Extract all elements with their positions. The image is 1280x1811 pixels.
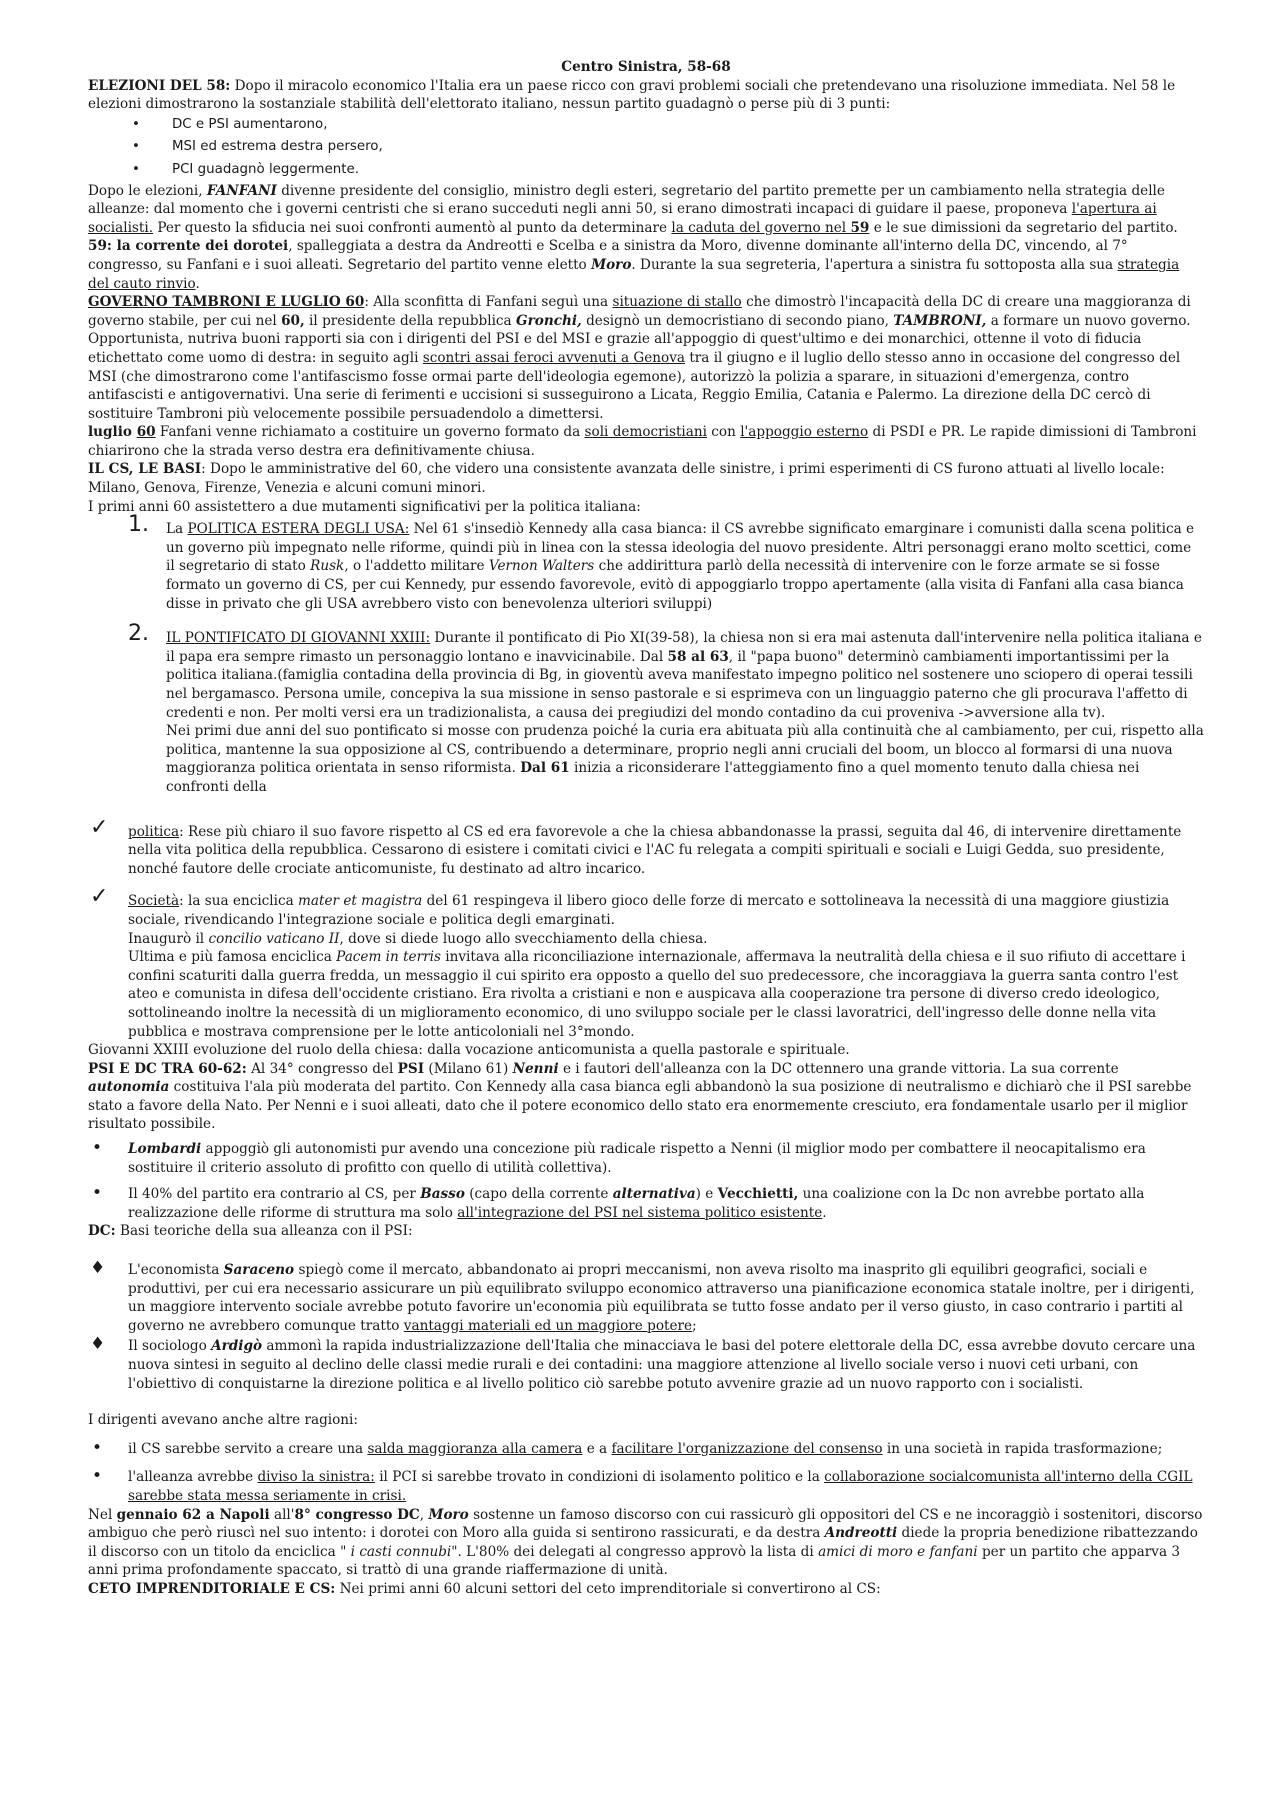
results-list (88, 114, 1204, 182)
diamond-bullet-icon: ♦ (90, 1258, 106, 1279)
number-marker: 1. (128, 512, 149, 538)
checkmark-icon: ✓ (90, 884, 109, 910)
document-page (88, 58, 1204, 1599)
bullet-icon: • (92, 1138, 103, 1159)
paragraph-dorotei: 59: la corrente dei dorotei, spalleggiata a destra da Andreotti e Scelba e a sinistra da Moro, divenne dominante all'interno della DC, vincendo, al 7° congresso, su Fanfani e i suoi alleati. Segretario del partito venne eletto Moro. Durante la sua segreteria, l'apertura a sinistra fu sottoposta alla sua strategia del cauto rinvio. (88, 238, 1180, 292)
paragraph-tambroni: GOVERNO TAMBRONI E LUGLIO 60: Alla sconfitta di Fanfani seguì una situazione di stallo che dimostrò l'incapacità della DC di creare una maggioranza di governo stabile, per cui nel 60, il presidente della repubblica Gronchi, designò un democristiano di secondo piano, TAMBRONI, a formare un nuovo governo. Opportunista, nutriva buoni rapporti sia con i dirigenti del PSI e del MSI e grazie all'appoggio di quest'ultimo e dei monarchici, ottenne il voto di fiducia etichettato come uomo di destra: in seguito agli scontri assai feroci avvenuti a Genova tra il giugno e il luglio dello stesso anno in occasione del congresso del MSI (che dimostrarono come l'antifascismo fosse ormai parte dell'ideologia egemone), autorizzò la polizia a sparare, in situazioni d'emergenza, contro antifascisti e antigovernativi. Una serie di ferimenti e uccisioni si susseguirono a Licata, Reggio Emilia, Catania e Palermo. La direzione della DC cercò di sostituire Tambroni più velocemente possibile persuadendolo a dimettersi. (88, 294, 1191, 422)
bullet-icon: • (92, 1437, 103, 1458)
list-item-ardigo: ♦ Il sociologo Ardigò ammonì la rapida industrializzazione dell'Italia che minacciava le basi del potere elettorale della DC, essa avrebbe dovuto cercare una nuova sintesi in seguito al declino delle classi medie rurali e dei contadini: una maggiore attenzione al livello sociale verso i nuovi ceti urbani, con l'obiettivo di conquistarne la direzione politica e al livello politico ciò sarebbe potuto avvenire grazie ad un nuovo rapporto con i socialisti. (90, 1334, 1196, 1392)
reasons-list (88, 1437, 1204, 1506)
list-item-usa: 1. La POLITICA ESTERA DEGLI USA: Nel 61 s'insediò Kennedy alla casa bianca: il CS avrebbe significato emarginare i comunisti dalla scena politica e un governo più impegnato nelle riforme, quindi più in linea con la stessa ideologia del nuovo presidente. Altri personaggi erano molto scettici, come il segretario di stato Rusk, o l'addetto militare Vernon Walters che addirittura parlò della necessità di intervenire con le forze armate se si fosse formato un governo di CS, per cui Kennedy, pur essendo favorevole, evitò di appoggiarlo troppo apertamente (alla visita di Fanfani alla casa bianca disse in privato che gli USA avrebbero visto con benevolenza ulteriori sviluppi) (128, 512, 1195, 612)
paragraph-luglio-60: luglio 60 Fanfani venne richiamato a costituire un governo formato da soli democristiani con l'appoggio esterno di PSDI e PR. Le rapide dimissioni di Tambroni chiarirono che la strada verso destra era definitivamente chiusa. (88, 424, 1197, 459)
paragraph-dc-basi: DC: Basi teoriche della sua alleanza con il PSI: (88, 1223, 413, 1240)
paragraph-fanfani: Dopo le elezioni, FANFANI divenne presidente del consiglio, ministro degli esteri, segretario del partito premette per un cambiamento nella strategia delle alleanze: dal momento che i governi centristi che si erano succeduti negli anni 50, si erano dimostrati incapaci di guidare il paese, proponeva l'apertura ai socialisti. Per questo la sfiducia nei suoi confronti aumentò al punto da determinare la caduta del governo nel 59 e le sue dimissioni da segretario del partito. (88, 182, 1178, 236)
paragraph-giovanni-evoluzione: Giovanni XXIII evoluzione del ruolo della chiesa: dalla vocazione anticomunista a quella pastorale e spirituale. (88, 1042, 850, 1059)
heading-cs-basi: IL CS, LE BASI (88, 461, 202, 478)
list-item-lombardi: • Lombardi appoggiò gli autonomisti pur avendo una concezione più radicale rispetto a Nenni (il miglior modo per combattere il neocapitalismo era sostituire il criterio assoluto di profitto con quello di utilità collettiva). (92, 1138, 1146, 1176)
bullet-icon: • (132, 161, 140, 177)
heading-tambroni: GOVERNO TAMBRONI E LUGLIO 60 (88, 294, 365, 311)
number-marker: 2. (128, 621, 149, 647)
heading-dorotei: 59: la corrente dei dorotei (88, 238, 289, 255)
list-item-societa: ✓ Società: la sua enciclica mater et magistra del 61 respingeva il libero gioco delle forze di mercato e sottolineava la necessità di una maggiore giustizia sociale, rivendicando l'integrazione sociale e politica degli emarginati. Inaugurò il concilio vaticano II, dove si diede luogo allo svecchiamento della chiesa. Ultima e più famosa enciclica Pacem in terris invitava alla riconciliazione internazionale, affermava la neutralità della chiesa e il suo rifiuto di accettare i confini scaturiti dalla guerra fredda, un messaggio il cui spirito era opposto a quello del suo predecessore, che incoraggiava la guerra santa contro l'est ateo e comunista in difesa dell'occidente cristiano. Era rivolta a cristiani e non e auspicava alla cooperazione tra persone di diverso credo ideologico, sottolineando inoltre la necessità di un miglioramento economico, di uno sviluppo sociale per le classi lavoratrici, dell'ingresso delle donne nella vita pubblica e mostrava comprensione per le lotte anticoloniali nel 3°mondo. (90, 884, 1186, 1040)
heading-ceto-imprenditoriale: CETO IMPRENDITORIALE E CS: (88, 1580, 336, 1597)
paragraph-mutamenti: I primi anni 60 assistettero a due mutamenti significativi per la politica italiana: (88, 498, 641, 515)
list-item-maggioranza: • il CS sarebbe servito a creare una salda maggioranza alla camera e a facilitare l'organizzazione del consenso in una società in rapida trasformazione; (92, 1437, 1163, 1458)
check-list (88, 814, 1204, 1042)
paragraph-psi-dc: PSI E DC TRA 60-62: Al 34° congresso del PSI (Milano 61) Nenni e i fautori dell'alleanza con la DC ottennero una grande vittoria. La sua corrente autonomia costituiva l'ala più moderata del partito. Con Kennedy alla casa bianca egli abbandonò la sua posizione di neutralismo e dichiarò che il PSI sarebbe stato a favore della Nato. Per Nenni e i suoi alleati, dato che il potere economico dello stato era enormemente cresciuto, era fondamentale usarlo per il miglior risultato possibile. (88, 1060, 1192, 1133)
list-item-giovanni-xxiii: 2. IL PONTIFICATO DI GIOVANNI XXIII: Durante il pontificato di Pio XI(39-58), la chiesa non si era mai astenuta dall'intervenire nella politica italiana e il papa era sempre rimasto un personaggio lontano e inavvicinabile. Dal 58 al 63, il "papa buono" determinò cambiamenti importantissimi per la politica italiana.(famiglia contadina della provincia di Bg, in gioventù aveva manifestato impegno politico nel sostenere uno sciopero di operai tessili nel bergamasco. Persona umile, concepiva la sua missione in senso pastorale e si esprimeva con un linguaggio paterno che gli procurava l'affetto di credenti e non. Per molti versi era un tradizionalista, a causa dei pregiudizi del mondo contadino da cui proveniva ->avversione alla tv). Nei primi due anni del suo pontificato si mosse con prudenza poiché la curia era abituata più alla continuità che al cambiamento, per cui, rispetto alla politica, mantenne la sua opposizione al CS, contribuendo a determinare, proprio negli anni cruciali del boom, un blocco al formarsi di una nuova maggioranza politica orientata in senso riformista. Dal 61 inizia a riconsiderare l'atteggiamento fino a quel momento tenuto dalla chiesa nei confronti della (128, 621, 1204, 795)
psi-currents-list (88, 1140, 1204, 1222)
bullet-icon: • (92, 1466, 103, 1487)
document-title: Centro Sinistra, 58-68 (561, 59, 731, 75)
list-item-divisione: • l'alleanza avrebbe diviso la sinistra: il PCI si sarebbe trovato in condizioni di isolamento politico e la collaborazione socialcomunista all'interno della CGIL sarebbe stata messa seriamente in crisi. (92, 1466, 1193, 1504)
paragraph-ceto-imprenditoriale: CETO IMPRENDITORIALE E CS: Nei primi anni 60 alcuni settori del ceto imprenditoriale si convertirono al CS: (88, 1580, 881, 1597)
bullet-icon: • (132, 139, 140, 155)
numbered-list (88, 512, 1204, 796)
paragraph-cs-basi: IL CS, LE BASI: Dopo le amministrative del 60, che videro una consistente avanzata delle sinistre, i primi esperimenti di CS furono attuati al livello locale: Milano, Genova, Firenze, Venezia e alcuni comuni minori. (88, 461, 1165, 497)
bullet-icon: • (92, 1183, 103, 1204)
list-item: • PCI guadagnò leggermente. (88, 159, 1204, 182)
list-item-politica: ✓ politica: Rese più chiaro il suo favore rispetto al CS ed era favorevole a che la chiesa abbandonasse la prassi, seguita dal 46, di intervenire direttamente nella vita politica della repubblica. Cessarono di esistere i comitati civici e l'AC fu relegata a compiti spirituali e sociali e Luigi Gedda, suo presidente, nonché fautore delle crociate anticomuniste, fu destinato ad altro incarico. (90, 814, 1182, 877)
paragraph-elezioni-58: ELEZIONI DEL 58: Dopo il miracolo economico l'Italia era un paese ricco con gravi problemi sociali che pretendevano una risoluzione immediata. Nel 58 le elezioni dimostrarono la sostanziale stabilità dell'elettorato italiano, nessun partito guadagnò o perse più di 3 punti: (88, 77, 1176, 113)
list-item-saraceno: ♦ L'economista Saraceno spiegò come il mercato, abbandonato ai propri meccanismi, non aveva risolto ma inasprito gli equilibri geografici, sociali e produttivi, per cui era necessario assicurare un più equilibrato sviluppo economico attraverso una pianificazione economica statale inoltre, per i dirigenti, un maggiore intervento sociale avrebbe potuto favorire un'economia più equilibrata se tutto fosse andato per il verso giusto, in caso contrario i partiti al governo ne avrebbero comunque tratto vantaggi materiali ed un maggiore potere; (90, 1258, 1195, 1334)
bullet-icon: • (132, 116, 140, 132)
paragraph-dirigenti: I dirigenti avevano anche altre ragioni: (88, 1412, 358, 1429)
list-item-basso: • Il 40% del partito era contrario al CS, per Basso (capo della corrente alternativa) e Vecchietti, una coalizione con la Dc non avrebbe portato alla realizzazione delle riforme di struttura ma solo all'integrazione del PSI nel sistema politico esistente. (92, 1183, 1145, 1221)
list-item: • DC e PSI aumentarono, (88, 114, 1204, 137)
heading-psi-dc: PSI E DC TRA 60-62: (88, 1060, 247, 1077)
paragraph-congresso-napoli: Nel gennaio 62 a Napoli all'8° congresso DC, Moro sostenne un famoso discorso con cui rassicurò gli oppositori del CS e ne incoraggiò i sostenitori, discorso ambiguo che però riuscì nel suo intento: i dorotei con Moro alla guida si sentirono rassicurati, e da destra Andreotti diede la propria benedizione ribattezzando il discorso con un titolo da enciclica " i casti connubi". L'80% dei delegati al congresso approvò la lista di amici di moro e fanfani per un partito che apparva 3 anni prima profondamente spaccato, si trattò di una grande riaffermazione di unità. (88, 1506, 1203, 1579)
diamond-bullet-icon: ♦ (90, 1334, 106, 1355)
list-item: • MSI ed estrema destra persero, (88, 136, 1204, 159)
checkmark-icon: ✓ (90, 814, 109, 840)
heading-elezioni-58: ELEZIONI DEL 58: (88, 77, 231, 94)
dc-theory-list (88, 1258, 1204, 1393)
